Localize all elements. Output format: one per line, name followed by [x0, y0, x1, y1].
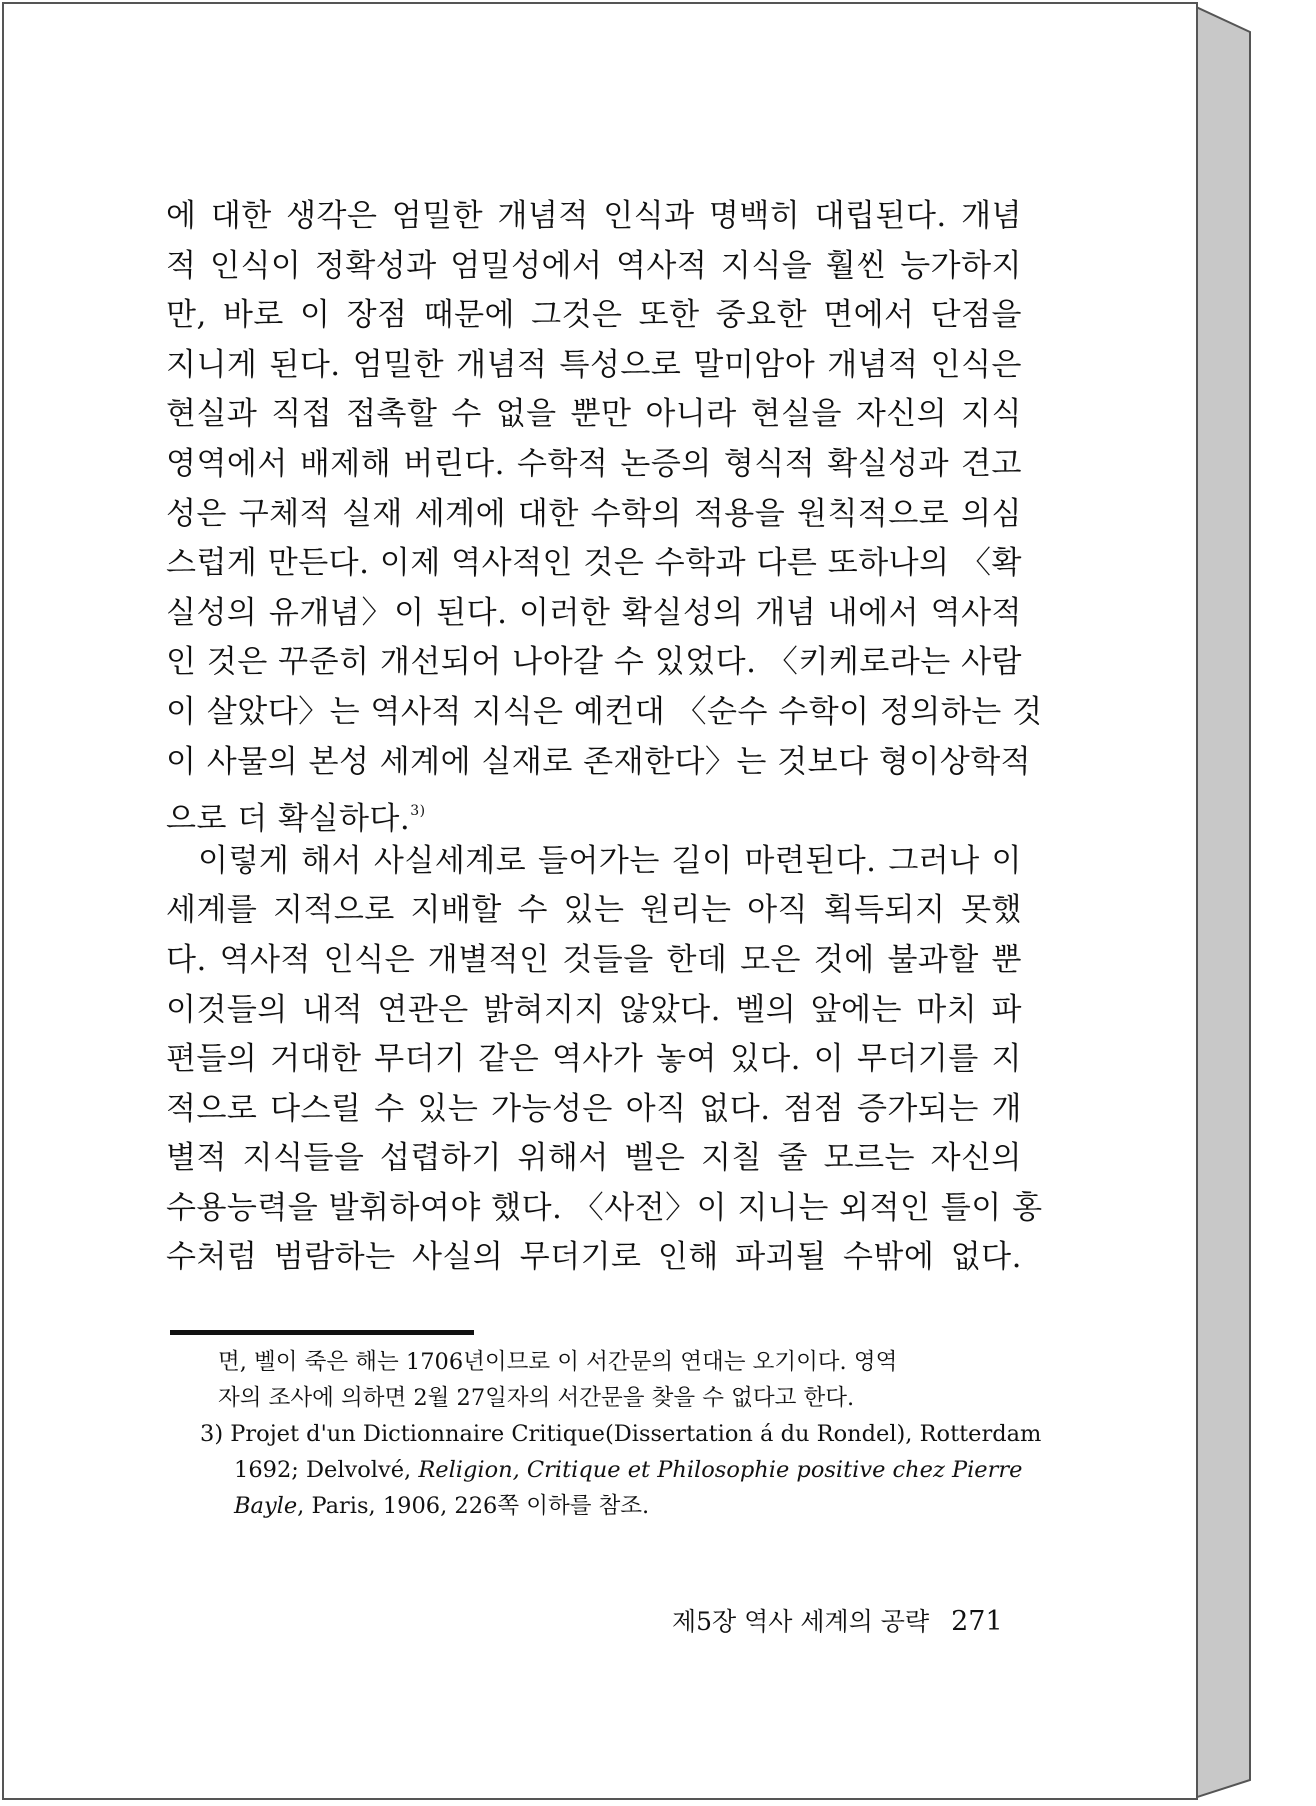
body-line: 실성의 유개념〉이 된다. 이러한 확실성의 개념 내에서 역사적 [166, 594, 1022, 631]
body-line: 인 것은 꾸준히 개선되어 나아갈 수 있었다. 〈키케로라는 사람 [166, 644, 1022, 681]
body-line-paragraph-end [166, 787, 1022, 837]
body-line: 이것들의 내적 연관은 밝혀지지 않았다. 벨의 앞에는 마치 파 [166, 991, 1022, 1028]
body-line: 이 살았다〉는 역사적 지식은 예컨대 〈순수 수학이 정의하는 것 [166, 693, 1043, 730]
body-line: 스럽게 만든다. 이제 역사적인 것은 수학과 다른 또하나의 〈확 [166, 545, 1022, 582]
footnote-3-marker: 3) [200, 1421, 224, 1447]
body-line: 지니게 된다. 엄밀한 개념적 특성으로 말미암아 개념적 인식은 [166, 346, 1022, 383]
page-thickness-edge [1194, 6, 1254, 1798]
chapter-title: 제5장 역사 세계의 공략 [672, 1607, 930, 1636]
body-line: 현실과 직접 접촉할 수 없을 뿐만 아니라 현실을 자신의 지식 [166, 396, 1022, 433]
footnote-reference[interactable]: 3) [410, 803, 426, 820]
body-line: 에 대한 생각은 엄밀한 개념적 인식과 명백히 대립된다. 개념 [166, 198, 1022, 234]
footnote-3-italic-title: Bayle [234, 1493, 298, 1519]
body-line: 영역에서 배제해 버린다. 수학적 논증의 형식적 확실성과 견고 [166, 445, 1022, 482]
footnote-3-line [200, 1488, 1040, 1524]
page-number: 271 [951, 1606, 1003, 1637]
body-line: 적으로 다스릴 수 있는 가능성은 아직 없다. 점점 증가되는 개 [166, 1090, 1022, 1127]
footnote-separator-rule [170, 1330, 474, 1335]
footnote-3-text: 1692; Delvolvé, [234, 1457, 419, 1483]
body-line: 만, 바로 이 장점 때문에 그것은 또한 중요한 면에서 단점을 [166, 297, 1022, 334]
body-line: 다. 역사적 인식은 개별적인 것들을 한데 모은 것에 불과할 뿐 [166, 941, 1022, 978]
body-line-text: 으로 더 확실하다. [166, 801, 411, 838]
footnote-3 [200, 1416, 1040, 1452]
body-text [166, 192, 1043, 1283]
footnote-3-italic-title: Religion, Critique et Philosophie positive chez Pierre [418, 1457, 1023, 1483]
footnote-continued-line: 면, 벨이 죽은 해는 1706년이므로 이 서간문의 연대는 오기이다. 영역 [218, 1349, 898, 1375]
body-line: 수처럼 범람하는 사실의 무더기로 인해 파괴될 수밖에 없다. [166, 1239, 1022, 1276]
body-line: 성은 구체적 실재 세계에 대한 수학의 적용을 원칙적으로 의심 [166, 495, 1022, 532]
body-line: 이 사물의 본성 세계에 실재로 존재한다〉는 것보다 형이상학적 [166, 743, 1032, 780]
page-footer [672, 1602, 1003, 1638]
body-line-paragraph-start: 이렇게 해서 사실세계로 들어가는 길이 마련된다. 그러나 이 [198, 842, 1022, 879]
body-line: 적 인식이 정확성과 엄밀성에서 역사적 지식을 훨씬 능가하지 [166, 247, 1022, 284]
body-line: 별적 지식들을 섭렵하기 위해서 벨은 지칠 줄 모르는 자신의 [166, 1140, 1022, 1177]
body-line: 편들의 거대한 무더기 같은 역사가 놓여 있다. 이 무더기를 지 [166, 1041, 1022, 1078]
body-line: 세계를 지적으로 지배할 수 있는 원리는 아직 획득되지 못했 [166, 892, 1022, 929]
footnotes [200, 1344, 1040, 1524]
footnote-3-text: , Paris, 1906, 226쪽 이하를 참조. [297, 1493, 650, 1519]
footnote-3-line [200, 1452, 1040, 1488]
footnote-3-text: Projet d'un Dictionnaire Critique(Dissertation á du Rondel), Rotterdam [230, 1421, 1042, 1447]
footnote-continued-line: 자의 조사에 의하면 2월 27일자의 서간문을 찾을 수 없다고 한다. [218, 1385, 855, 1411]
body-line: 수용능력을 발휘하여야 했다. 〈사전〉이 지니는 외적인 틀이 홍 [166, 1189, 1043, 1226]
